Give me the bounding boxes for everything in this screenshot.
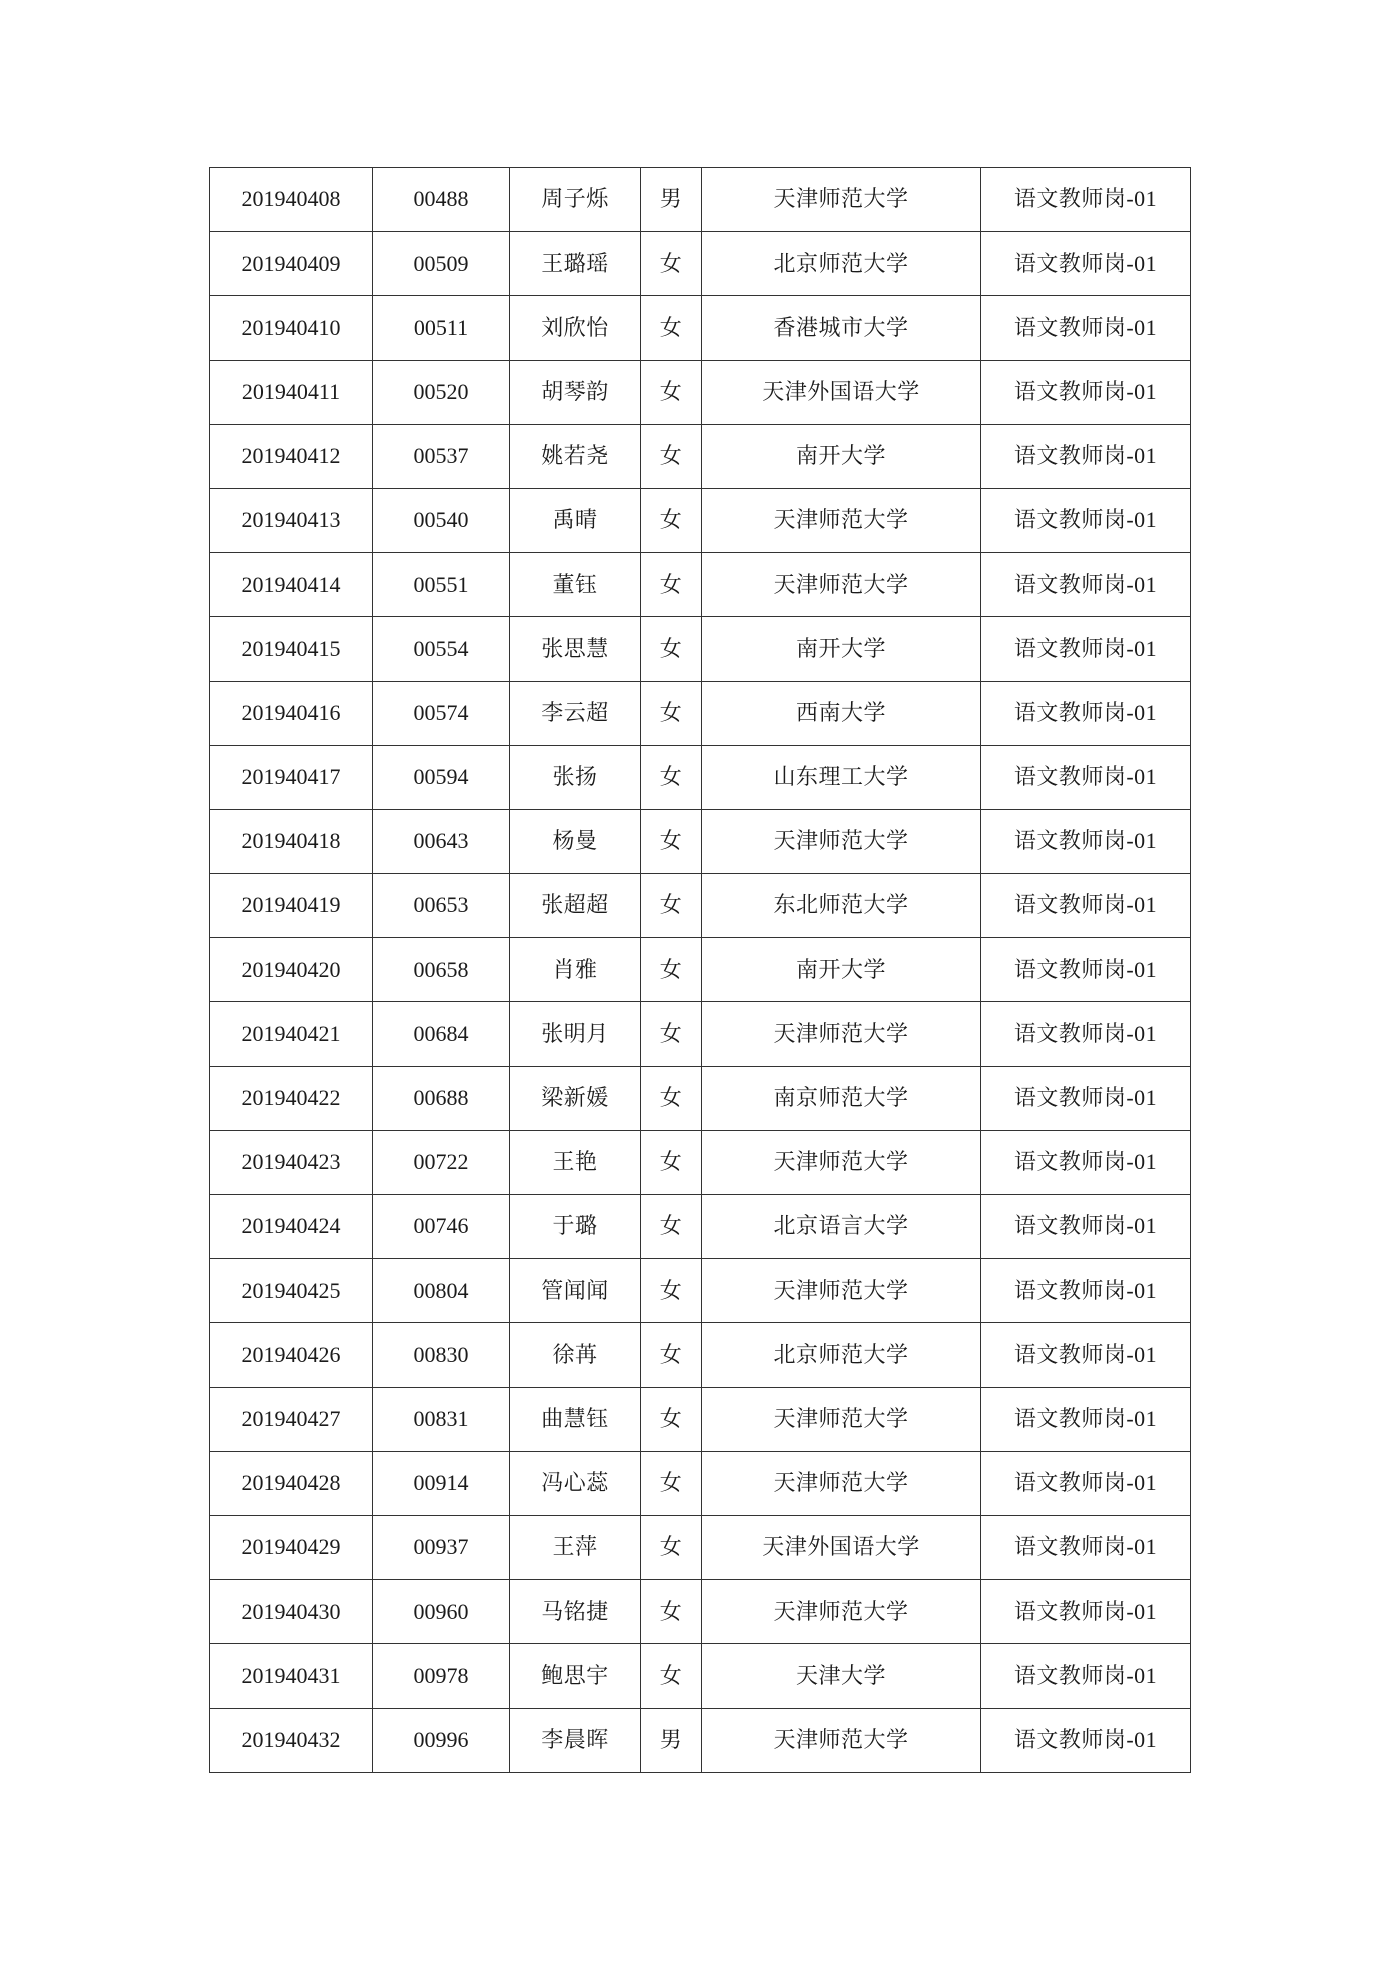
cell-position: 语文教师岗-01 [981, 1323, 1191, 1387]
cell-candidate-number: 00520 [373, 360, 510, 424]
table-row [210, 488, 1191, 552]
table-body [210, 168, 1191, 1773]
cell-candidate-number: 00488 [373, 168, 510, 232]
cell-position: 语文教师岗-01 [981, 1708, 1191, 1772]
cell-candidate-number: 00554 [373, 617, 510, 681]
cell-university: 天津师范大学 [702, 1451, 981, 1515]
cell-gender: 男 [641, 1708, 702, 1772]
cell-position: 语文教师岗-01 [981, 809, 1191, 873]
cell-university: 东北师范大学 [702, 874, 981, 938]
cell-exam-number: 201940427 [210, 1387, 373, 1451]
table-row [210, 1451, 1191, 1515]
cell-gender: 女 [641, 1130, 702, 1194]
cell-position: 语文教师岗-01 [981, 1387, 1191, 1451]
cell-name: 冯心蕊 [510, 1451, 641, 1515]
candidate-table [209, 167, 1191, 1773]
cell-name: 徐苒 [510, 1323, 641, 1387]
cell-position: 语文教师岗-01 [981, 874, 1191, 938]
table-row [210, 1387, 1191, 1451]
cell-exam-number: 201940424 [210, 1195, 373, 1259]
cell-exam-number: 201940414 [210, 553, 373, 617]
cell-candidate-number: 00537 [373, 424, 510, 488]
cell-gender: 女 [641, 1644, 702, 1708]
cell-exam-number: 201940410 [210, 296, 373, 360]
cell-position: 语文教师岗-01 [981, 1515, 1191, 1579]
cell-name: 梁新媛 [510, 1066, 641, 1130]
cell-exam-number: 201940432 [210, 1708, 373, 1772]
cell-candidate-number: 00937 [373, 1515, 510, 1579]
cell-name: 李云超 [510, 681, 641, 745]
cell-gender: 女 [641, 1515, 702, 1579]
cell-position: 语文教师岗-01 [981, 745, 1191, 809]
table-row [210, 168, 1191, 232]
cell-exam-number: 201940409 [210, 232, 373, 296]
cell-name: 周子烁 [510, 168, 641, 232]
cell-gender: 女 [641, 1066, 702, 1130]
cell-candidate-number: 00746 [373, 1195, 510, 1259]
cell-name: 王萍 [510, 1515, 641, 1579]
cell-university: 天津大学 [702, 1644, 981, 1708]
cell-gender: 女 [641, 1580, 702, 1644]
table-row [210, 938, 1191, 1002]
cell-gender: 男 [641, 168, 702, 232]
cell-gender: 女 [641, 488, 702, 552]
cell-exam-number: 201940418 [210, 809, 373, 873]
cell-candidate-number: 00996 [373, 1708, 510, 1772]
cell-exam-number: 201940426 [210, 1323, 373, 1387]
cell-candidate-number: 00722 [373, 1130, 510, 1194]
cell-candidate-number: 00653 [373, 874, 510, 938]
cell-gender: 女 [641, 1387, 702, 1451]
cell-gender: 女 [641, 938, 702, 1002]
cell-candidate-number: 00594 [373, 745, 510, 809]
cell-university: 天津师范大学 [702, 1130, 981, 1194]
cell-exam-number: 201940428 [210, 1451, 373, 1515]
cell-university: 南开大学 [702, 938, 981, 1002]
cell-name: 张思慧 [510, 617, 641, 681]
cell-name: 姚若尧 [510, 424, 641, 488]
cell-gender: 女 [641, 553, 702, 617]
cell-candidate-number: 00830 [373, 1323, 510, 1387]
cell-university: 北京师范大学 [702, 1323, 981, 1387]
cell-candidate-number: 00540 [373, 488, 510, 552]
cell-position: 语文教师岗-01 [981, 1259, 1191, 1323]
cell-university: 北京语言大学 [702, 1195, 981, 1259]
cell-exam-number: 201940421 [210, 1002, 373, 1066]
cell-position: 语文教师岗-01 [981, 1580, 1191, 1644]
cell-exam-number: 201940411 [210, 360, 373, 424]
table-row [210, 874, 1191, 938]
cell-university: 南京师范大学 [702, 1066, 981, 1130]
cell-position: 语文教师岗-01 [981, 360, 1191, 424]
table-row [210, 1259, 1191, 1323]
cell-name: 曲慧钰 [510, 1387, 641, 1451]
cell-gender: 女 [641, 1002, 702, 1066]
cell-name: 杨曼 [510, 809, 641, 873]
cell-name: 禹晴 [510, 488, 641, 552]
table-row [210, 424, 1191, 488]
cell-university: 香港城市大学 [702, 296, 981, 360]
cell-name: 胡琴韵 [510, 360, 641, 424]
cell-position: 语文教师岗-01 [981, 232, 1191, 296]
cell-exam-number: 201940417 [210, 745, 373, 809]
cell-exam-number: 201940415 [210, 617, 373, 681]
cell-candidate-number: 00684 [373, 1002, 510, 1066]
cell-university: 南开大学 [702, 424, 981, 488]
cell-university: 天津师范大学 [702, 553, 981, 617]
cell-position: 语文教师岗-01 [981, 424, 1191, 488]
cell-university: 天津师范大学 [702, 1708, 981, 1772]
cell-position: 语文教师岗-01 [981, 168, 1191, 232]
cell-gender: 女 [641, 1195, 702, 1259]
cell-gender: 女 [641, 1323, 702, 1387]
cell-name: 马铭捷 [510, 1580, 641, 1644]
cell-candidate-number: 00643 [373, 809, 510, 873]
cell-position: 语文教师岗-01 [981, 488, 1191, 552]
cell-candidate-number: 00804 [373, 1259, 510, 1323]
cell-gender: 女 [641, 1451, 702, 1515]
table-row [210, 1644, 1191, 1708]
cell-gender: 女 [641, 424, 702, 488]
cell-university: 天津师范大学 [702, 1387, 981, 1451]
cell-exam-number: 201940429 [210, 1515, 373, 1579]
table-row [210, 553, 1191, 617]
cell-position: 语文教师岗-01 [981, 296, 1191, 360]
table-row [210, 809, 1191, 873]
table-row [210, 681, 1191, 745]
cell-gender: 女 [641, 874, 702, 938]
cell-exam-number: 201940422 [210, 1066, 373, 1130]
cell-position: 语文教师岗-01 [981, 1195, 1191, 1259]
cell-university: 天津外国语大学 [702, 360, 981, 424]
cell-candidate-number: 00960 [373, 1580, 510, 1644]
cell-position: 语文教师岗-01 [981, 938, 1191, 1002]
cell-position: 语文教师岗-01 [981, 1130, 1191, 1194]
cell-exam-number: 201940425 [210, 1259, 373, 1323]
table-row [210, 1580, 1191, 1644]
cell-candidate-number: 00574 [373, 681, 510, 745]
cell-exam-number: 201940412 [210, 424, 373, 488]
cell-gender: 女 [641, 681, 702, 745]
cell-candidate-number: 00509 [373, 232, 510, 296]
cell-university: 天津师范大学 [702, 1580, 981, 1644]
cell-university: 天津师范大学 [702, 809, 981, 873]
cell-exam-number: 201940413 [210, 488, 373, 552]
cell-name: 王璐瑶 [510, 232, 641, 296]
cell-candidate-number: 00978 [373, 1644, 510, 1708]
cell-gender: 女 [641, 1259, 702, 1323]
cell-university: 天津师范大学 [702, 1002, 981, 1066]
cell-university: 天津外国语大学 [702, 1515, 981, 1579]
cell-name: 张扬 [510, 745, 641, 809]
table-row [210, 296, 1191, 360]
cell-name: 于璐 [510, 1195, 641, 1259]
table-row [210, 745, 1191, 809]
cell-gender: 女 [641, 809, 702, 873]
cell-name: 刘欣怡 [510, 296, 641, 360]
cell-name: 董钰 [510, 553, 641, 617]
table-row [210, 1515, 1191, 1579]
cell-name: 张超超 [510, 874, 641, 938]
cell-exam-number: 201940420 [210, 938, 373, 1002]
cell-name: 肖雅 [510, 938, 641, 1002]
cell-gender: 女 [641, 745, 702, 809]
cell-university: 天津师范大学 [702, 1259, 981, 1323]
cell-university: 山东理工大学 [702, 745, 981, 809]
cell-university: 南开大学 [702, 617, 981, 681]
cell-university: 天津师范大学 [702, 488, 981, 552]
cell-exam-number: 201940408 [210, 168, 373, 232]
table-row [210, 1323, 1191, 1387]
table-row [210, 360, 1191, 424]
cell-position: 语文教师岗-01 [981, 1451, 1191, 1515]
table-row [210, 1130, 1191, 1194]
table-row [210, 617, 1191, 681]
cell-exam-number: 201940431 [210, 1644, 373, 1708]
cell-exam-number: 201940423 [210, 1130, 373, 1194]
cell-candidate-number: 00551 [373, 553, 510, 617]
cell-position: 语文教师岗-01 [981, 1002, 1191, 1066]
cell-university: 西南大学 [702, 681, 981, 745]
table-row [210, 1066, 1191, 1130]
cell-position: 语文教师岗-01 [981, 1066, 1191, 1130]
table-row [210, 1002, 1191, 1066]
cell-gender: 女 [641, 296, 702, 360]
cell-exam-number: 201940416 [210, 681, 373, 745]
cell-gender: 女 [641, 232, 702, 296]
cell-name: 李晨晖 [510, 1708, 641, 1772]
cell-position: 语文教师岗-01 [981, 617, 1191, 681]
cell-candidate-number: 00688 [373, 1066, 510, 1130]
cell-gender: 女 [641, 617, 702, 681]
candidate-table-container [209, 167, 1190, 1773]
cell-exam-number: 201940419 [210, 874, 373, 938]
cell-exam-number: 201940430 [210, 1580, 373, 1644]
cell-name: 张明月 [510, 1002, 641, 1066]
table-row [210, 1708, 1191, 1772]
cell-position: 语文教师岗-01 [981, 681, 1191, 745]
cell-name: 管闻闻 [510, 1259, 641, 1323]
cell-gender: 女 [641, 360, 702, 424]
cell-university: 天津师范大学 [702, 168, 981, 232]
cell-candidate-number: 00658 [373, 938, 510, 1002]
table-row [210, 1195, 1191, 1259]
cell-candidate-number: 00511 [373, 296, 510, 360]
cell-university: 北京师范大学 [702, 232, 981, 296]
cell-candidate-number: 00914 [373, 1451, 510, 1515]
cell-position: 语文教师岗-01 [981, 1644, 1191, 1708]
table-row [210, 232, 1191, 296]
cell-position: 语文教师岗-01 [981, 553, 1191, 617]
cell-name: 王艳 [510, 1130, 641, 1194]
cell-name: 鲍思宇 [510, 1644, 641, 1708]
cell-candidate-number: 00831 [373, 1387, 510, 1451]
